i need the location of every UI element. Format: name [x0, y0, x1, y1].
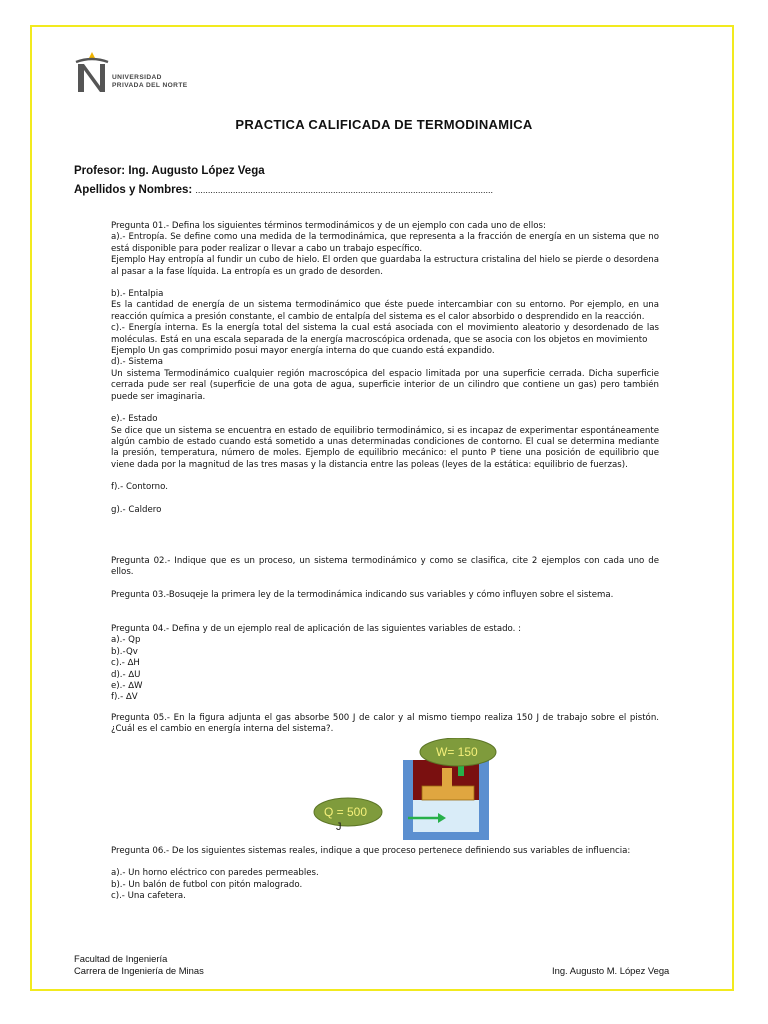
- logo-line-2: PRIVADA DEL NORTE: [112, 82, 188, 89]
- q4-item: e).- ∆W: [111, 681, 143, 692]
- q4-item: b).-Qv: [111, 646, 138, 657]
- heat-unit: J: [336, 821, 342, 833]
- logo-line-1: UNIVERSIDAD: [112, 74, 162, 81]
- q1-a: a).- Entropía. Se define como una medida de la termodinámica, que representa a la fracción de energía en un sistema que no está disponible para poder realizar o llevar a cabo un trabajo específico.: [111, 232, 659, 254]
- piston-cylinder-figure: [310, 738, 520, 840]
- footer-left: [74, 953, 204, 977]
- q6-item: c).- Una cafetera.: [111, 891, 186, 902]
- q1-g: g).- Caldero: [111, 504, 162, 515]
- question-2: Pregunta 02.- Indique que es un proceso, un sistema termodinámico y como se clasifica, cite 2 ejemplos con cada uno de ellos.: [111, 556, 659, 578]
- q1-c: c).- Energía interna. Es la energía total del sistema la cual está asociada con el movimiento aleatorio y desordenado de las moléculas. Está en una escala separada de la energía macroscópica ordenada, que se asocia con los objetos en movimiento: [111, 323, 659, 345]
- logo-text: [112, 74, 188, 90]
- q4-item: f).- ∆V: [111, 692, 138, 703]
- q1-a-example: Ejemplo Hay entropía al fundir un cubo de hielo. El orden que guardaba la estructura cristalina del hielo se pierde o desordena al pasar a la fase líquida. La entropía es un grado de desorden.: [111, 255, 659, 277]
- q6-item: a).- Un horno eléctrico con paredes permeables.: [111, 868, 319, 879]
- q4-item: a).- Qp: [111, 635, 141, 646]
- piston-diagram: [310, 738, 520, 840]
- q6-intro: Pregunta 06.- De los siguientes sistemas reales, indique a que proceso pertenece definiendo sus variables de influencia:: [111, 846, 631, 856]
- professor-line: Profesor: Ing. Augusto López Vega: [74, 165, 265, 177]
- footer-author: Ing. Augusto M. López Vega: [552, 965, 670, 976]
- question-6: [111, 846, 659, 903]
- q4-item: d).- ∆U: [111, 669, 141, 680]
- names-blank: .......................................................................................................................: [195, 185, 493, 195]
- q4-intro: Pregunta 04.- Defina y de un ejemplo real de aplicación de las siguientes variables de estado. :: [111, 624, 522, 634]
- footer-career: Carrera de Ingeniería de Minas: [74, 965, 204, 976]
- piston-rod: [442, 768, 452, 787]
- question-1: [111, 221, 659, 516]
- q6-item: b).- Un balón de futbol con pitón malogrado.: [111, 879, 303, 890]
- work-label: W= 150: [436, 745, 478, 759]
- heat-label: Q = 500: [324, 805, 368, 819]
- footer-faculty: Facultad de Ingeniería: [74, 953, 168, 964]
- q1-c-example: Ejemplo Un gas comprimido posui mayor energía interna do que cuando está expandido.: [111, 346, 495, 357]
- q1-intro: Pregunta 01.- Defina los siguientes términos termodinámicos y de un ejemplo con cada uno de ellos:: [111, 221, 546, 231]
- student-name-line: [74, 184, 493, 196]
- q1-e-text: Se dice que un sistema se encuentra en estado de equilibrio termodinámico, si es incapaz de experimentar espontáneamente algún cambio de estado cuando está sometido a unas determinadas condiciones de contorno. El cual se determina mediante la presión, temperatura, número de moles. Ejemplo de equilibrio mecánico: el punto P tiene una posición de equilibrio que viene dada por la magnitud de las tres masas y la distancia entre las poleas (leyes de la estática: equilibrio de fuerzas).: [111, 425, 659, 470]
- university-logo: [74, 50, 209, 98]
- q1-d: d).- Sistema: [111, 357, 163, 368]
- q1-d-text: Un sistema Termodinámico cualquier región macroscópica del espacio limitada por una superficie cerrada. Dicha superficie cerrada pude ser real (superficie de una gota de agua, superficie interior de un cilindro que contiene un gas) pero también puede ser imaginaria.: [111, 368, 659, 402]
- page-title: PRACTICA CALIFICADA DE TERMODINAMICA: [235, 117, 533, 132]
- question-5: Pregunta 05.- En la figura adjunta el gas absorbe 500 J de calor y al mismo tiempo realiza 150 J de trabajo sobre el pistón. ¿Cuál es el cambio en energía interna del sistema?.: [111, 713, 659, 735]
- names-label: Apellidos y Nombres:: [74, 184, 193, 196]
- q4-item: c).- ∆H: [111, 658, 140, 669]
- q1-f: f).- Contorno.: [111, 482, 168, 493]
- question-4: [111, 624, 659, 704]
- piston-head: [422, 786, 474, 800]
- logo-emblem-icon: [74, 50, 110, 96]
- q1-b-text: Es la cantidad de energía de un sistema termodinámico que éste puede intercambiar con su entorno. Por ejemplo, en una reacción química a presión constante, el cambio de entalpía del sistema es el calor absorbido o desprendido en la reacción.: [111, 300, 659, 322]
- q1-e: e).- Estado: [111, 414, 158, 425]
- question-3: Pregunta 03.-Bosuqeje la primera ley de la termodinámica indicando sus variables y cómo influyen sobre el sistema.: [111, 590, 614, 600]
- gas-region: [413, 800, 479, 832]
- q1-b: b).- Entalpia: [111, 289, 164, 300]
